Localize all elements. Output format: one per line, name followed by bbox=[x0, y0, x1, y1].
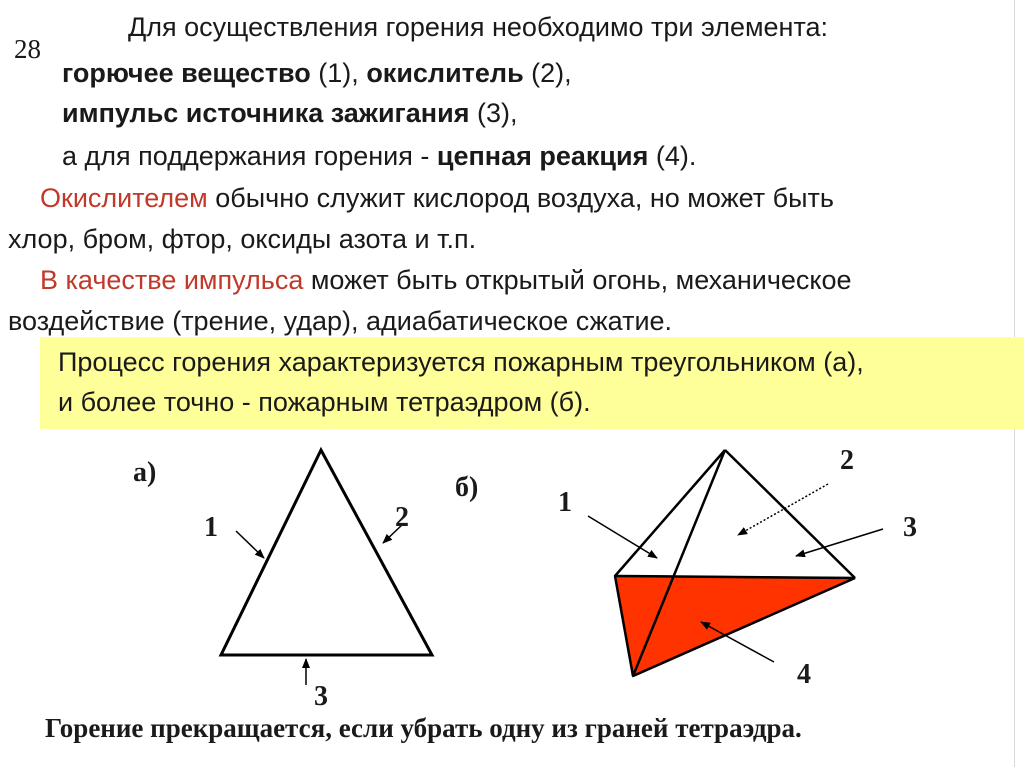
tetra-arrow-1 bbox=[588, 516, 657, 558]
tetra-label-4: 4 bbox=[797, 659, 811, 690]
triangle-label-2: 2 bbox=[395, 502, 409, 533]
oxidizer-text: обычно служит кислород воздуха, но может быть bbox=[207, 183, 834, 213]
highlight-line-1: Процесс горения характеризуется пожарным треугольником (а), bbox=[58, 347, 864, 377]
ignition-term: импульс источника зажигания bbox=[62, 98, 470, 128]
tetra-label-2: 2 bbox=[840, 445, 854, 476]
tetra-label-1: 1 bbox=[558, 487, 572, 518]
oxidizer-num: (2), bbox=[523, 58, 572, 88]
slide-number: 28 bbox=[14, 34, 41, 64]
impulse-text: может быть открытый огонь, механическое bbox=[303, 265, 852, 295]
fuel-term: горючее вещество bbox=[62, 58, 311, 88]
intro-line-1: Для осуществления горения необходимо три элемента: bbox=[128, 12, 829, 42]
tetra-label-3: 3 bbox=[903, 512, 917, 543]
impulse-heading: В качестве импульса bbox=[40, 265, 304, 295]
support-prefix: а для поддержания горения - bbox=[62, 141, 437, 171]
triangle-label-3: 3 bbox=[314, 681, 328, 712]
fire-triangle bbox=[221, 450, 432, 655]
tetrahedron-red-face bbox=[615, 576, 855, 676]
impulse-line-2: воздействие (трение, удар), адиабатическое сжатие. bbox=[8, 306, 673, 336]
diagram-a-label: а) bbox=[133, 457, 157, 488]
oxidizer-heading: Окислителем bbox=[40, 183, 208, 213]
chain-reaction-term: цепная реакция bbox=[436, 141, 649, 171]
ignition-num: (3), bbox=[469, 98, 518, 128]
oxidizer-term: окислитель bbox=[366, 58, 524, 88]
chain-reaction-num: (4). bbox=[648, 141, 697, 171]
triangle-arrow-1 bbox=[236, 531, 264, 558]
highlight-line-2: и более точно - пожарным тетраэдром (б). bbox=[58, 387, 591, 417]
fuel-num: (1), bbox=[310, 58, 367, 88]
diagram-b-label: б) bbox=[455, 472, 479, 503]
footer-conclusion: Горение прекращается, если убрать одну из граней тетраэдра. bbox=[45, 713, 802, 743]
oxidizer-line-2: хлор, бром, фтор, оксиды азота и т.п. bbox=[8, 224, 477, 254]
triangle-label-1: 1 bbox=[204, 512, 218, 543]
tetra-arrow-2 bbox=[738, 484, 828, 535]
